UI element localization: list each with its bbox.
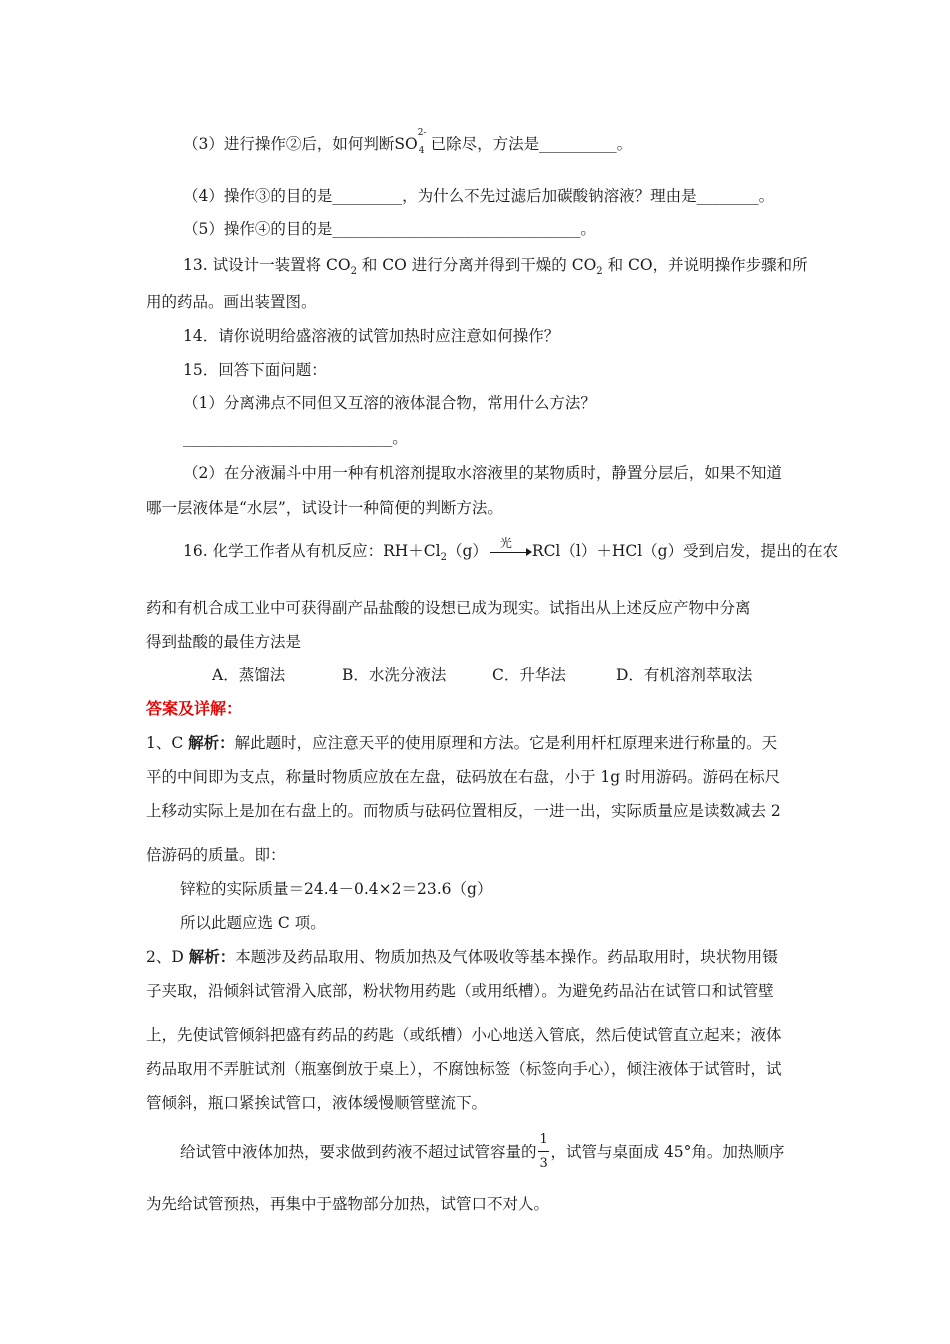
q15-answer-blank: ___________________________。 [183,429,408,447]
q13-line1: 13. 试设计一装置将 $CO_2$ 和 CO 进行分离并得到干燥的 $CO_2$ 和 CO，并说明操作步骤和所 [183,256,808,277]
q16-options [212,665,752,685]
answer1-line2: 平的中间即为支点，称量时物质应放在左盘，砝码放在右盘，小于 1g 时用游码。游码在标尺 [146,768,781,786]
q12-part3: （3）进行操作②后，如何判断SO 2- 4 已除尽，方法是__________。 [183,128,633,156]
answer2-line3: 上，先使试管倾斜把盛有药品的药匙（或纸槽）小心地送入管底，然后使试管直立起来；液体 [146,1026,782,1044]
sulfate-charge: 2- 4 [417,128,427,156]
answer2-line2: 子夹取，沿倾斜试管滑入底部，粉状物用药匙（或用纸槽）。为避免药品沾在试管口和试管壁 [146,982,774,1000]
q15-part2-line1: （2）在分液漏斗中用一种有机溶剂提取水溶液里的某物质时，静置分层后，如果不知道 [183,464,782,482]
answer1-line3: 上移动实际上是加在右盘上的。而物质与砝码位置相反，一进一出，实际质量应是读数减去 2 [146,802,781,820]
answer2-line5: 管倾斜，瓶口紧挨试管口，液体缓慢顺管壁流下。 [146,1094,488,1112]
q15-part1: （1）分离沸点不同但又互溶的液体混合物，常用什么方法？ [183,394,596,412]
answer2-heating-line2: 为先给试管预热，再集中于盛物部分加热，试管口不对人。 [146,1195,550,1213]
q16-line1: 16. 化学工作者从有机反应：$RH+Cl_2(g)$ 光 RCl（l）＋HCl（g）受到启发，提出的在农 [183,536,839,563]
answer2-line4: 药品取用不弄脏试剂（瓶塞倒放于桌上），不腐蚀标签（标签向手心），倾注液体于试管时，试 [146,1060,782,1078]
answer1-conclusion: 所以此题应选 C 项。 [180,914,326,932]
answer2-heating-line1: 给试管中液体加热，要求做到药液不超过试管容量的 $\frac{1}{3}$ ，试管与桌面成 45°角。加热顺序 [180,1132,785,1171]
answer1-calculation: 锌粒的实际质量＝24.4－0.4×2＝23.6（g） [180,880,493,898]
answer1-line1: 1、C 解析：解此题时，应注意天平的使用原理和方法。它是利用杆杠原理来进行称量的。天 [146,733,778,752]
q14-text: 14．请你说明给盛溶液的试管加热时应注意如何操作？ [183,327,560,345]
q15-part2-line2: 哪一层液体是“水层”，试设计一种简便的判断方法。 [146,499,503,517]
q15-heading: 15．回答下面问题： [183,361,327,379]
option-a: A．蒸馏法 [212,666,286,684]
answers-heading: 答案及详解： [146,699,243,718]
fraction-one-third: $\frac{1}{3}$ [539,1132,548,1171]
answer1-line4: 倍游码的质量。即： [146,846,286,864]
answer2-line1: 2、D 解析：本题涉及药品取用、物质加热及气体吸收等基本操作。药品取用时，块状物用镊 [146,947,778,966]
option-c: C．升华法 [492,666,566,684]
q13-line2: 用的药品。画出装置图。 [146,293,317,311]
q16-line3: 得到盐酸的最佳方法是 [146,633,302,651]
q16-line2: 药和有机合成工业中可获得副产品盐酸的设想已成为现实。试指出从上述反应产物中分离 [146,599,751,617]
reaction-arrow-icon: 光 [488,541,532,561]
option-d: D．有机溶剂萃取法 [616,666,753,684]
option-b: B．水洗分液法 [342,666,447,684]
q12-part4: （4）操作③的目的是_________，为什么不先过滤后加碳酸钠溶液？理由是________。 [183,187,775,205]
q12-part5: （5）操作④的目的是________________________________。 [183,220,596,238]
